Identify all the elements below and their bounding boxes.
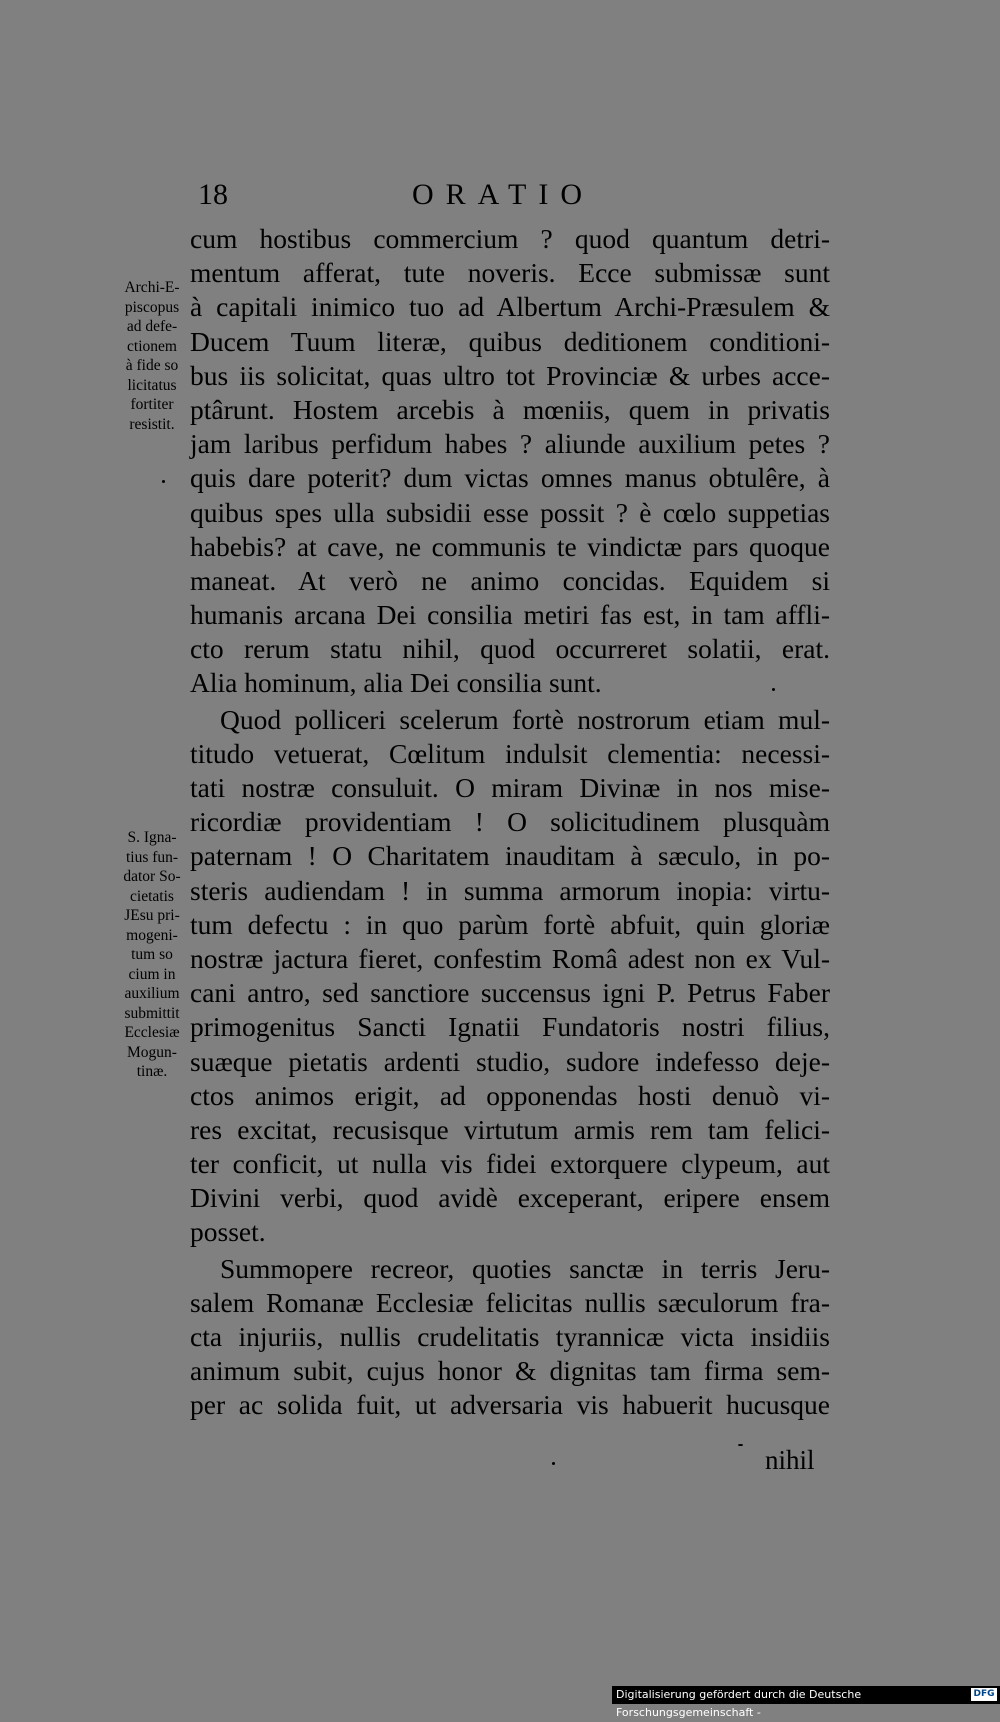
text-line: cani antro, sed sanctiore succensus igni P. Petrus Faber xyxy=(190,977,830,1009)
text-line: quis dare poterit? dum victas omnes manus obtulêre, à xyxy=(190,462,830,494)
marginal-note-line: Mogun- xyxy=(127,1043,177,1061)
text-line: Ducem Tuum literæ, quibus deditionem conditioni- xyxy=(190,325,830,357)
text-line: ptârunt. Hostem arcebis à mœniis, quem in privatis xyxy=(190,393,830,425)
text-line: bus iis solicitat, quas ultro tot Provinciæ & urbes acce- xyxy=(190,359,830,391)
ink-speck xyxy=(738,1444,743,1446)
text-line: paternam ! O Charitatem inauditam à sæculo, in po- xyxy=(190,840,830,872)
running-title: ORATIO xyxy=(412,178,594,211)
ink-speck xyxy=(772,688,775,691)
text-line: per ac solida fuit, ut adversaria vis habuerit hucusque xyxy=(190,1389,830,1421)
marginal-note-line: cium in xyxy=(128,965,176,983)
marginal-note-line: resistit. xyxy=(129,415,175,433)
marginal-note-line: fortiter xyxy=(130,396,174,413)
marginal-note-line: à fide so xyxy=(125,357,179,374)
text-line: res excitat, recusisque virtutum armis rem tam felici- xyxy=(190,1113,830,1145)
marginal-note-line: licitatus xyxy=(127,376,177,394)
marginal-note-line: JEsu pri- xyxy=(124,907,180,924)
body-text xyxy=(190,222,830,1423)
marginal-note-line: submittit xyxy=(124,1004,180,1022)
marginal-note-line: auxilium xyxy=(124,985,180,1002)
text-line: maneat. At verò ne animo concidas. Equidem si xyxy=(190,564,830,596)
page-number: 18 xyxy=(198,178,228,211)
marginal-note-line: dator So- xyxy=(123,868,181,885)
text-line: primogenitus Sancti Ignatii Fundatoris nostri filius, xyxy=(190,1011,830,1043)
text-line: nostræ jactura fieret, confestim Româ adest non ex Vul- xyxy=(190,942,830,974)
text-line: cto rerum statu nihil, quod occurreret solatii, erat. xyxy=(190,633,830,665)
marginal-note-line: Ecclesiæ xyxy=(124,1024,180,1041)
text-line: animum subit, cujus honor & dignitas tam firma sem- xyxy=(190,1355,830,1387)
text-line: Summopere recreor, quoties sanctæ in terris Jeru- xyxy=(220,1252,830,1284)
marginal-note-line: mogeni- xyxy=(126,926,178,944)
text-line: titudo vetuerat, Cœlitum indulsit clementia: necessi- xyxy=(190,737,830,769)
text-line: Divini verbi, quod avidè exceperant, eripere ensem xyxy=(190,1182,830,1214)
text-line: mentum afferat, tute noveris. Ecce submissæ sunt xyxy=(190,257,830,289)
dfg-logo: DFG xyxy=(971,1688,997,1701)
marginal-note-line: ad defe- xyxy=(126,318,178,335)
marginal-note-line: tinæ. xyxy=(136,1063,168,1080)
text-line: à capitali inimico tuo ad Albertum Archi-Præsulem & xyxy=(190,291,830,323)
text-line: suæque pietatis ardenti studio, sudore indefesso deje- xyxy=(190,1045,830,1077)
text-line: cum hostibus commercium ? quod quantum detri- xyxy=(190,223,830,254)
marginal-note xyxy=(110,278,194,434)
text-line: habebis? at cave, ne communis te vindictæ pars quoque xyxy=(190,530,830,562)
page-header xyxy=(0,178,1000,218)
marginal-note-line: tius fun- xyxy=(125,848,179,866)
text-line: ricordiæ providentiam ! O solicitudinem plusquàm xyxy=(190,806,830,838)
credit-text: Digitalisierung gefördert durch die Deutsche Forschungsgemeinschaft - xyxy=(616,1688,862,1719)
ink-speck xyxy=(552,1462,555,1465)
text-line: jam laribus perfidum habes ? aliunde auxilium petes ? xyxy=(190,428,830,460)
text-line: Quod polliceri scelerum fortè nostrorum etiam mul- xyxy=(220,703,830,735)
text-line: Alia hominum, alia Dei consilia sunt. xyxy=(190,667,602,699)
ink-speck xyxy=(162,480,165,483)
marginal-note xyxy=(110,828,194,1082)
digitization-credit xyxy=(612,1686,1000,1719)
text-line: ctos animos erigit, ad opponendas hosti denuò vi- xyxy=(190,1079,830,1111)
text-line: quibus spes ulla subsidii esse possit ? è cœlo suppetias xyxy=(190,496,830,528)
text-line: tum defectu : in quo parùm fortè abfuit, quin gloriæ xyxy=(190,908,830,940)
text-line: steris audiendam ! in summa armorum inopia: virtu- xyxy=(190,874,830,906)
marginal-note-line: ctionem xyxy=(127,337,177,355)
marginal-note-line: Archi-E- xyxy=(124,279,180,296)
marginal-note-line: cietatis xyxy=(130,887,174,905)
text-line: ter conficit, ut nulla vis fidei extorquere clypeum, aut xyxy=(190,1148,830,1180)
marginal-note-line: tum so xyxy=(131,946,173,963)
marginal-note-line: piscopus xyxy=(124,298,180,316)
text-line: tati nostræ consuluit. O miram Divinæ in nos mise- xyxy=(190,772,830,803)
catchword: nihil xyxy=(765,1445,815,1475)
text-line: humanis arcana Dei consilia metiri fas est, in tam affli- xyxy=(190,599,830,631)
text-line: posset. xyxy=(190,1216,266,1248)
text-line: salem Romanæ Ecclesiæ felicitas nullis sæculorum fra- xyxy=(190,1286,830,1318)
text-line: cta injuriis, nullis crudelitatis tyrannicæ victa insidiis xyxy=(190,1321,830,1352)
marginal-note-line: S. Igna- xyxy=(127,829,177,846)
